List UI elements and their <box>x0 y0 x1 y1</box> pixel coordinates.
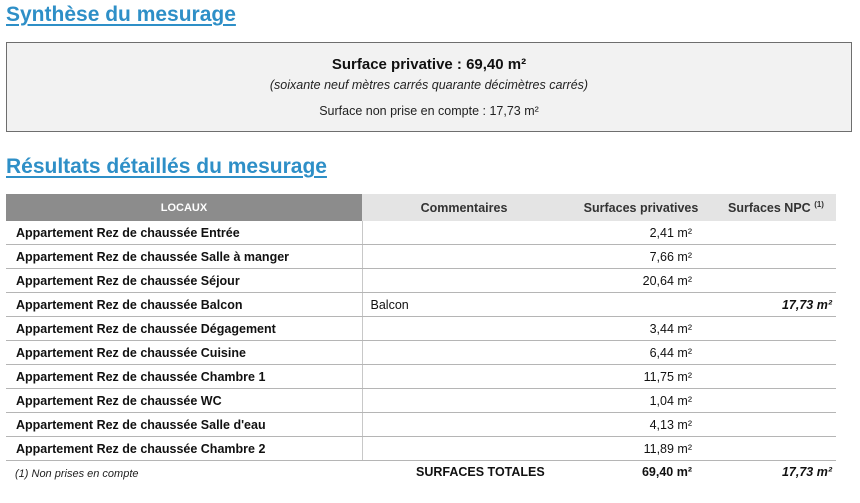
cell-privative: 20,64 m² <box>566 269 716 293</box>
cell-local: Appartement Rez de chaussée Salle d'eau <box>6 413 362 437</box>
cell-comment <box>362 317 566 341</box>
cell-comment <box>362 221 566 245</box>
summary-box <box>6 42 852 132</box>
cell-privative: 3,44 m² <box>566 317 716 341</box>
cell-npc <box>716 341 836 365</box>
table-row <box>6 269 836 293</box>
header-npc-sup: (1) <box>814 199 824 209</box>
cell-privative <box>566 293 716 317</box>
table-row <box>6 389 836 413</box>
cell-privative: 11,89 m² <box>566 437 716 461</box>
table-footer <box>6 462 836 486</box>
cell-privative: 2,41 m² <box>566 221 716 245</box>
total-privative: 69,40 m² <box>641 465 692 479</box>
results-table <box>6 194 836 461</box>
cell-local: Appartement Rez de chaussée Balcon <box>6 293 362 317</box>
header-surfaces-npc <box>716 194 836 221</box>
cell-privative: 1,04 m² <box>566 389 716 413</box>
cell-npc <box>716 389 836 413</box>
cell-privative: 7,66 m² <box>566 245 716 269</box>
totals-label: SURFACES TOTALES <box>416 465 545 479</box>
cell-comment <box>362 389 566 413</box>
header-commentaires: Commentaires <box>362 194 566 221</box>
header-locaux: LOCAUX <box>6 194 362 221</box>
table-row <box>6 341 836 365</box>
table-row <box>6 293 836 317</box>
cell-local: Appartement Rez de chaussée Chambre 1 <box>6 365 362 389</box>
cell-npc <box>716 413 836 437</box>
cell-npc <box>716 437 836 461</box>
cell-local: Appartement Rez de chaussée Cuisine <box>6 341 362 365</box>
cell-npc <box>716 269 836 293</box>
cell-privative: 6,44 m² <box>566 341 716 365</box>
cell-local: Appartement Rez de chaussée Chambre 2 <box>6 437 362 461</box>
cell-privative: 11,75 m² <box>566 365 716 389</box>
surface-in-words: (soixante neuf mètres carrés quarante décimètres carrés) <box>269 78 589 92</box>
surface-npc-line: Surface non prise en compte : 17,73 m² <box>319 104 539 118</box>
cell-privative: 4,13 m² <box>566 413 716 437</box>
cell-comment <box>362 341 566 365</box>
cell-local: Appartement Rez de chaussée Entrée <box>6 221 362 245</box>
cell-comment <box>362 437 566 461</box>
table-row <box>6 245 836 269</box>
cell-local: Appartement Rez de chaussée Dégagement <box>6 317 362 341</box>
table-row <box>6 365 836 389</box>
cell-comment <box>362 365 566 389</box>
header-surfaces-privatives: Surfaces privatives <box>566 194 716 221</box>
cell-comment <box>362 269 566 293</box>
table-header-row <box>6 194 836 221</box>
resultats-title: Résultats détaillés du mesurage <box>6 155 327 178</box>
footnote: (1) Non prises en compte <box>15 468 139 480</box>
cell-npc <box>716 365 836 389</box>
cell-npc <box>716 245 836 269</box>
surface-privative-line: Surface privative : 69,40 m² <box>331 56 527 73</box>
cell-comment <box>362 413 566 437</box>
header-npc-label: Surfaces NPC <box>728 201 811 216</box>
table-row <box>6 221 836 245</box>
cell-npc <box>716 317 836 341</box>
table-row <box>6 437 836 461</box>
cell-local: Appartement Rez de chaussée Séjour <box>6 269 362 293</box>
table-row <box>6 413 836 437</box>
synthese-title: Synthèse du mesurage <box>6 3 236 26</box>
cell-npc: 17,73 m² <box>716 293 836 317</box>
cell-local: Appartement Rez de chaussée Salle à manger <box>6 245 362 269</box>
cell-local: Appartement Rez de chaussée WC <box>6 389 362 413</box>
cell-comment <box>362 245 566 269</box>
total-npc: 17,73 m² <box>781 465 832 479</box>
cell-comment: Balcon <box>362 293 566 317</box>
cell-npc <box>716 221 836 245</box>
table-row <box>6 317 836 341</box>
